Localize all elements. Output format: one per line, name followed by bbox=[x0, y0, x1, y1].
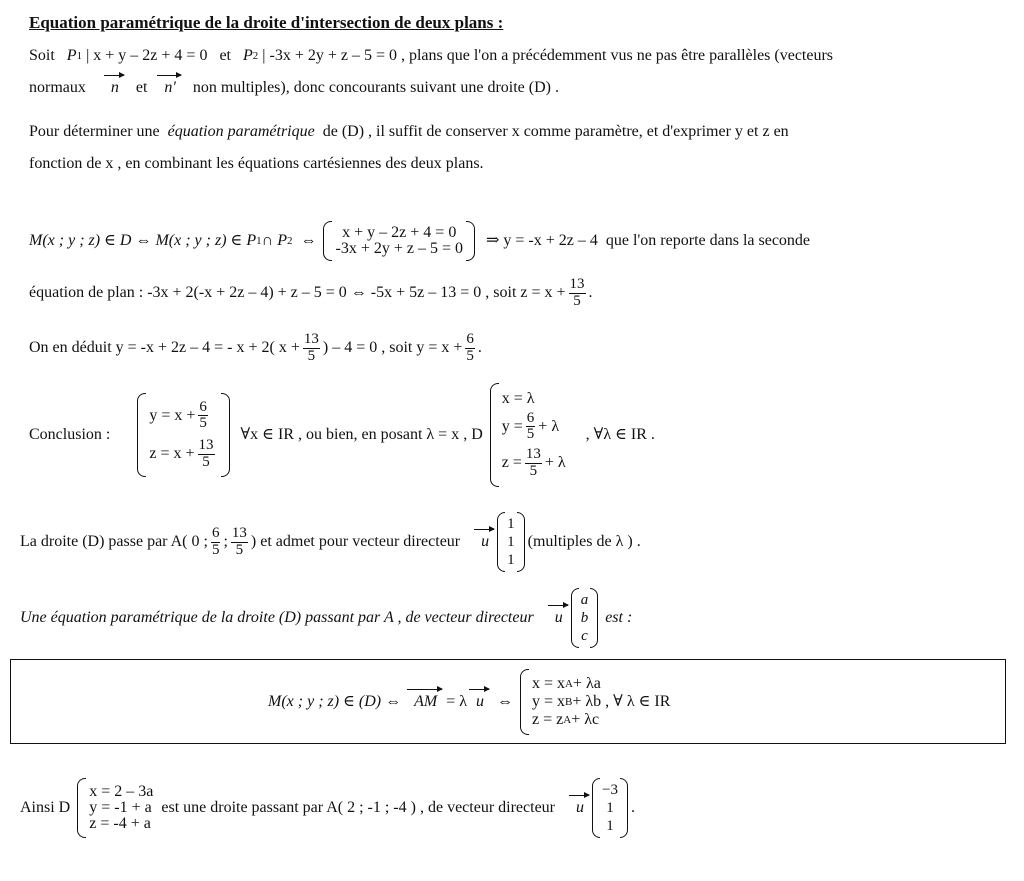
vector-n: n bbox=[108, 80, 122, 96]
droite-sep: ; bbox=[223, 533, 228, 550]
droite-start: La droite (D) passe par A( 0 ; bbox=[20, 533, 208, 550]
ua-comp-2: 1 bbox=[606, 800, 614, 816]
intro-tail: , plans que l'on a précédemment vus ne pas être parallèles (vecteurs bbox=[400, 47, 834, 64]
conclusion-row-z-den: 5 bbox=[202, 453, 210, 470]
u-comp-1: 1 bbox=[507, 516, 515, 532]
ainsi-row-2: y = -1 + a bbox=[89, 799, 152, 816]
eq1-system bbox=[320, 221, 478, 261]
vector-u: u bbox=[478, 534, 492, 550]
vector-u-general-components bbox=[571, 588, 599, 648]
vector-u-boxed: u bbox=[473, 694, 487, 710]
ug-comp-1: a bbox=[580, 592, 589, 608]
method-line-2: fonction de x , en combinant les équations cartésiennes des deux plans. bbox=[29, 155, 484, 172]
ainsi-mid: est une droite passant par A( 2 ; -1 ; -4 ) , de vecteur directeur bbox=[161, 799, 555, 816]
boxed-iff: ⇔ bbox=[497, 693, 514, 710]
conclusion-row-y-num: 6 bbox=[199, 398, 207, 415]
conclusion-row-z bbox=[149, 438, 217, 471]
boxed-row-2-b: + λb bbox=[572, 693, 602, 710]
conclusion-tail: , ∀λ ∈ IR . bbox=[585, 426, 655, 443]
param-row-y bbox=[502, 411, 566, 444]
u-comp-3: 1 bbox=[507, 552, 515, 568]
boxed-row-2: y = x B + λb , ∀ λ ∈ IR bbox=[532, 693, 671, 710]
boxed-system bbox=[517, 669, 670, 735]
ug-comp-2: b bbox=[580, 610, 589, 626]
conclusion-row-y bbox=[149, 400, 217, 433]
plan1-name: P bbox=[66, 47, 77, 64]
param-row-y-den: 5 bbox=[526, 426, 535, 443]
droite-num2: 13 bbox=[231, 524, 247, 541]
param-row-z-num: 13 bbox=[525, 446, 541, 462]
eq3-den1: 5 bbox=[307, 347, 316, 364]
boxed-lhs: M(x ; y ; z) ∈ (D) ⇔ bbox=[268, 693, 402, 710]
eq1-implies: ⇒ y = -x + 2z – 4 bbox=[485, 232, 598, 249]
param-row-x: x = λ bbox=[501, 389, 535, 407]
eq2-text: équation de plan : -3x + 2(-x + 2z – 4) + z – 5 = 0 ⇔ -5x + 5z – 13 = 0 , soit z = x + bbox=[29, 284, 566, 301]
param-row-z-den: 5 bbox=[529, 462, 538, 479]
et-text: et bbox=[219, 47, 231, 64]
vector-u-ainsi-components bbox=[592, 778, 628, 838]
vector-u-ainsi: u bbox=[573, 800, 587, 816]
eq2-fraction bbox=[569, 277, 586, 310]
normaux-text: normaux bbox=[29, 79, 86, 96]
plan2-name: P bbox=[243, 47, 253, 64]
droite-mid: ) et admet pour vecteur directeur bbox=[250, 533, 461, 550]
boxed-formula bbox=[268, 664, 674, 740]
param-row-z-text: z = bbox=[501, 454, 522, 472]
vector-u-components bbox=[497, 512, 525, 572]
eq3-fraction-2 bbox=[465, 332, 475, 365]
boxed-tail: , ∀ λ ∈ IR bbox=[605, 693, 671, 710]
method-end: de (D) , il suffit de conserver x comme paramètre, et d'exprimer y et z en bbox=[322, 123, 789, 140]
conclusion-middle: ∀x ∈ IR , ou bien, en posant λ = x , D bbox=[240, 426, 483, 443]
droite-statement bbox=[20, 510, 641, 574]
intro-line-2-end: non multiples), donc concourants suivant une droite (D) . bbox=[192, 79, 559, 96]
intro-line-1: Soit P 1 | x + y – 2z + 4 = 0 et P 2 | -3x + 2y + z – 5 = 0 , plans que l'on a précédemment vus ne pas être parallèles (vecteurs bbox=[29, 47, 834, 64]
equation-z bbox=[29, 274, 593, 312]
eq1-system-row-1: x + y – 2z + 4 = 0 bbox=[342, 224, 457, 241]
param-row-z bbox=[502, 447, 566, 480]
eq2-den: 5 bbox=[573, 292, 581, 309]
soit-text: Soit bbox=[29, 47, 55, 64]
eq1-cap: ∩ P bbox=[261, 232, 287, 249]
equation-intersection: M(x ; y ; z) ∈ D ⇔ M(x ; y ; z) ∈ P 1 ∩ P 2 ⇔ x + y – 2z + 4 = 0 -3x + 2y + z – 5 = 0 ⇒ y = -x + 2z – 4 que l'on reporte dans la seconde bbox=[29, 220, 810, 262]
ainsi-statement bbox=[20, 776, 635, 840]
eq3-den2: 5 bbox=[466, 347, 474, 364]
intro-line-2 bbox=[29, 80, 559, 96]
ainsi-start: Ainsi D bbox=[20, 799, 71, 816]
ua-comp-1: −3 bbox=[602, 782, 618, 798]
eq3-num1: 13 bbox=[303, 330, 319, 347]
method-line-1 bbox=[29, 124, 789, 140]
boxed-eq: = λ bbox=[446, 693, 468, 710]
eq1-iff: ⇔ bbox=[300, 232, 317, 249]
equation-y bbox=[29, 329, 482, 367]
boxed-row-3-b: + λc bbox=[571, 711, 600, 728]
ug-comp-3: c bbox=[581, 628, 588, 644]
boxed-row-1-b: + λa bbox=[573, 675, 601, 692]
conclusion-row-y-den: 5 bbox=[199, 415, 207, 432]
vector-n-prime: n' bbox=[161, 80, 178, 96]
ainsi-row-3: z = -4 + a bbox=[89, 815, 151, 832]
conclusion-label: Conclusion : bbox=[29, 426, 111, 443]
vector-u-general: u bbox=[552, 610, 566, 626]
plan1-equation: | x + y – 2z + 4 = 0 bbox=[86, 47, 208, 64]
general-end: est : bbox=[605, 609, 633, 626]
general-statement bbox=[20, 586, 632, 650]
param-row-y-num: 6 bbox=[526, 409, 535, 426]
heading: Equation paramétrique de la droite d'intersection de deux plans : bbox=[29, 13, 504, 32]
droite-num1: 6 bbox=[211, 524, 220, 541]
conclusion-row-z-num: 13 bbox=[198, 437, 214, 453]
conclusion-system-2 bbox=[487, 383, 566, 487]
eq3-fraction-1 bbox=[303, 332, 320, 365]
eq2-num: 13 bbox=[569, 275, 585, 292]
conclusion-system-1 bbox=[134, 393, 232, 477]
ainsi-row-1: x = 2 – 3a bbox=[89, 783, 154, 800]
et2-text: et bbox=[135, 79, 148, 96]
boxed-row-1: x = x A + λa bbox=[532, 675, 601, 692]
ua-comp-3: 1 bbox=[606, 818, 614, 834]
general-text: Une équation paramétrique de la droite (D) passant par A , de vecteur directeur bbox=[20, 609, 534, 626]
droite-end: (multiples de λ ) . bbox=[527, 533, 641, 550]
param-row-z-end: + λ bbox=[544, 454, 566, 472]
boxed-row-1-a: x = x bbox=[532, 675, 566, 692]
eq3-num2: 6 bbox=[466, 330, 474, 347]
method-start: Pour déterminer une bbox=[29, 123, 160, 140]
u-comp-2: 1 bbox=[507, 534, 515, 550]
droite-den1: 5 bbox=[211, 541, 220, 558]
eq1-lhs: M(x ; y ; z) ∈ D ⇔ M(x ; y ; z) ∈ P bbox=[29, 232, 257, 249]
conclusion-row-z-text: z = x + bbox=[149, 445, 195, 463]
ainsi-system bbox=[74, 778, 153, 838]
eq3-text: On en déduit y = -x + 2z – 4 = - x + 2( x + bbox=[29, 339, 300, 356]
plan2-equation: | -3x + 2y + z – 5 = 0 bbox=[262, 47, 397, 64]
vector-am: AM bbox=[411, 694, 440, 710]
method-italic: équation paramétrique bbox=[167, 123, 315, 140]
param-row-y-text: y = bbox=[501, 417, 523, 435]
eq1-tail: que l'on reporte dans la seconde bbox=[605, 232, 811, 249]
boxed-row-3-a: z = z bbox=[532, 711, 564, 728]
ainsi-end: . bbox=[630, 799, 635, 816]
param-row-y-end: + λ bbox=[538, 417, 560, 435]
eq3-end: . bbox=[477, 339, 482, 356]
boxed-row-3: z = z A + λc bbox=[532, 711, 600, 728]
eq2-end: . bbox=[588, 284, 593, 301]
droite-den2: 5 bbox=[235, 541, 244, 558]
eq3-mid: ) – 4 = 0 , soit y = x + bbox=[322, 339, 463, 356]
conclusion bbox=[29, 382, 655, 488]
boxed-row-2-a: y = x bbox=[532, 693, 566, 710]
conclusion-row-y-text: y = x + bbox=[149, 406, 196, 424]
eq1-system-row-2: -3x + 2y + z – 5 = 0 bbox=[335, 240, 463, 257]
